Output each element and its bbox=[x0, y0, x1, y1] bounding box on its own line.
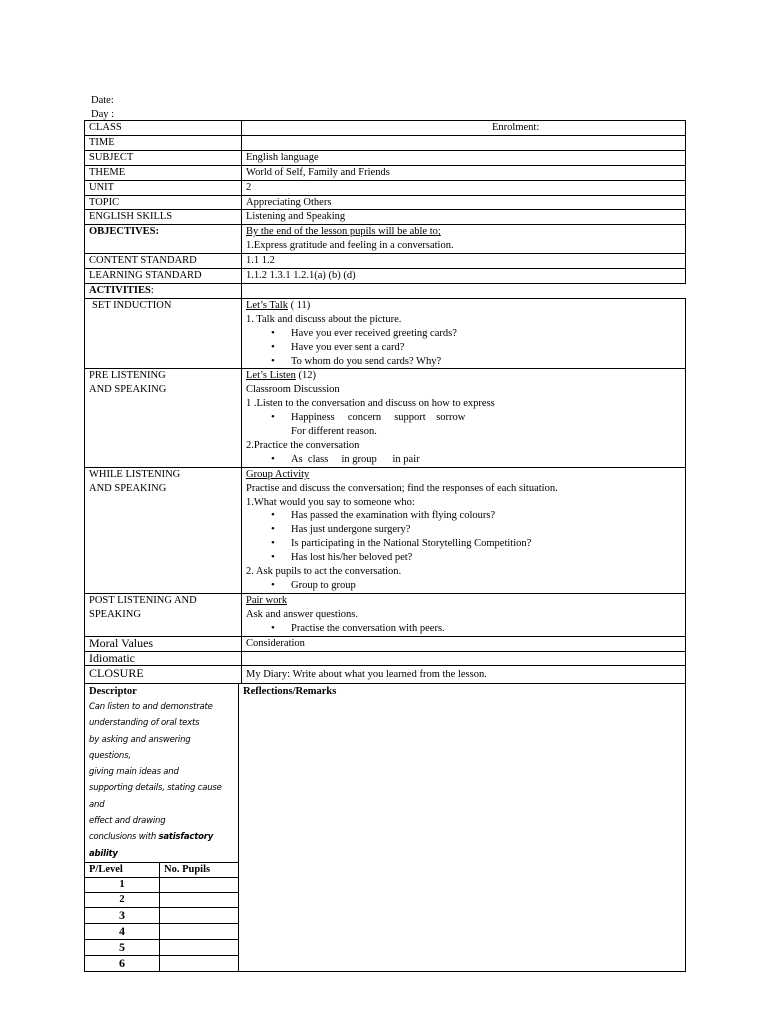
set-induction-content bbox=[242, 298, 686, 369]
content-standard-label: CONTENT STANDARD bbox=[85, 254, 242, 269]
table-row bbox=[85, 666, 686, 684]
while-listening-line-2: 1.What would you say to someone who: bbox=[246, 496, 415, 508]
table-row bbox=[85, 225, 686, 254]
set-induction-label: SET INDUCTION bbox=[85, 298, 242, 369]
table-row bbox=[85, 283, 686, 298]
level-cell: 6 bbox=[85, 955, 160, 971]
table-row bbox=[85, 269, 686, 284]
unit-label: UNIT bbox=[85, 180, 242, 195]
table-row bbox=[85, 165, 686, 180]
list-item: • Happiness concern support sorrow bbox=[291, 411, 681, 425]
table-row bbox=[85, 298, 686, 369]
level-cell: 5 bbox=[85, 939, 160, 955]
table-row bbox=[85, 254, 686, 269]
closure-value: My Diary: Write about what you learned from the lesson. bbox=[242, 666, 686, 684]
objectives-label: OBJECTIVES: bbox=[85, 225, 242, 254]
set-induction-line-1: 1. Talk and discuss about the picture. bbox=[246, 313, 402, 325]
level-cell: 2 bbox=[85, 892, 160, 907]
post-listening-heading: Pair work bbox=[246, 594, 288, 606]
while-listening-label: WHILE LISTENING AND SPEAKING bbox=[85, 467, 242, 593]
while-listening-line-3: 2. Ask pupils to act the conversation. bbox=[246, 566, 402, 578]
pupil-level-table bbox=[85, 862, 238, 971]
pre-listening-line-3: 2.Practice the conversation bbox=[246, 439, 360, 451]
learning-standard-label: LEARNING STANDARD bbox=[85, 269, 242, 284]
moral-values-label: Moral Values bbox=[85, 636, 242, 651]
moral-values-value: Consideration bbox=[242, 636, 686, 651]
pre-listening-bullet-cont: For different reason. bbox=[291, 426, 377, 438]
level-cell: 3 bbox=[85, 907, 160, 923]
table-row bbox=[85, 121, 686, 136]
table-row bbox=[85, 180, 686, 195]
table-row bbox=[85, 877, 238, 892]
pupils-header: No. Pupils bbox=[160, 862, 239, 877]
pupils-cell bbox=[160, 877, 239, 892]
table-row bbox=[85, 210, 686, 225]
pupils-cell bbox=[160, 955, 239, 971]
pupils-cell bbox=[160, 923, 239, 939]
descriptor-label: Descriptor bbox=[89, 686, 137, 697]
post-listening-label: POST LISTENING AND SPEAKING bbox=[85, 593, 242, 636]
while-listening-heading: Group Activity bbox=[246, 468, 310, 480]
skills-value: Listening and Speaking bbox=[242, 210, 686, 225]
closure-label: CLOSURE bbox=[85, 666, 242, 684]
class-label: CLASS bbox=[85, 121, 242, 136]
list-item: • Group to group bbox=[291, 579, 681, 593]
list-item: • Has just undergone surgery? bbox=[291, 523, 681, 537]
theme-label: THEME bbox=[85, 165, 242, 180]
post-listening-content bbox=[242, 593, 686, 636]
enrolment-label: Enrolment: bbox=[242, 121, 686, 136]
table-row bbox=[85, 369, 686, 467]
reflections-label: Reflections/Remarks bbox=[243, 686, 337, 697]
level-header: P/Level bbox=[85, 862, 160, 877]
assessment-table bbox=[84, 683, 686, 972]
skills-label: ENGLISH SKILLS bbox=[85, 210, 242, 225]
list-item: • Practise the conversation with peers. bbox=[291, 622, 681, 636]
level-cell: 1 bbox=[85, 877, 160, 892]
learning-standard-value: 1.1.2 1.3.1 1.2.1(a) (b) (d) bbox=[242, 269, 686, 284]
pupils-cell bbox=[160, 892, 239, 907]
descriptor-cell bbox=[85, 684, 239, 972]
pre-listening-line-1: Classroom Discussion bbox=[246, 384, 340, 396]
day-label: Day : bbox=[91, 109, 115, 120]
theme-value: World of Self, Family and Friends bbox=[242, 165, 686, 180]
idiomatic-value bbox=[242, 651, 686, 666]
while-listening-content bbox=[242, 467, 686, 593]
date-label: Date: bbox=[91, 95, 114, 106]
objectives-line-2: 1.Express gratitude and feeling in a conversation. bbox=[246, 240, 454, 252]
list-item: • Have you ever sent a card? bbox=[291, 341, 681, 355]
table-row bbox=[85, 135, 686, 150]
reflections-cell bbox=[239, 684, 686, 972]
list-item: • Is participating in the National Storytelling Competition? bbox=[291, 537, 681, 551]
topic-value: Appreciating Others bbox=[242, 195, 686, 210]
topic-label: TOPIC bbox=[85, 195, 242, 210]
time-label: TIME bbox=[85, 135, 242, 150]
list-item: • Has lost his/her beloved pet? bbox=[291, 551, 681, 565]
list-item: • As class in group in pair bbox=[291, 453, 681, 467]
time-value bbox=[242, 135, 686, 150]
pre-listening-line-2: 1 .Listen to the conversation and discuss on how to express bbox=[246, 398, 495, 410]
table-row bbox=[85, 593, 686, 636]
pre-listening-label: PRE LISTENING AND SPEAKING bbox=[85, 369, 242, 467]
pupils-cell bbox=[160, 939, 239, 955]
activities-spacer bbox=[242, 283, 686, 298]
objectives-line-1: By the end of the lesson pupils will be able to; bbox=[246, 226, 441, 238]
set-induction-heading: Let’s Talk ( 11) bbox=[246, 299, 311, 311]
list-item: • Have you ever received greeting cards? bbox=[291, 327, 681, 341]
table-row bbox=[85, 923, 238, 939]
table-row bbox=[85, 907, 238, 923]
table-row bbox=[85, 939, 238, 955]
descriptor-text: Can listen to and demonstrate understanding of oral texts by asking and answering questions, giving main ideas and supporting details, stating cause and effect and drawing conclusions with satisfactory ability bbox=[89, 702, 222, 859]
while-listening-line-1: Practise and discuss the conversation; find the responses of each situation. bbox=[246, 482, 558, 494]
table-row bbox=[85, 467, 686, 593]
table-row bbox=[85, 955, 238, 971]
table-row bbox=[85, 636, 686, 651]
list-item: • To whom do you send cards? Why? bbox=[291, 355, 681, 369]
objectives-value bbox=[242, 225, 686, 254]
level-cell: 4 bbox=[85, 923, 160, 939]
pre-listening-heading: Let’s Listen (12) bbox=[246, 370, 316, 382]
idiomatic-label: Idiomatic bbox=[85, 651, 242, 666]
content-standard-value: 1.1 1.2 bbox=[242, 254, 686, 269]
subject-value: English language bbox=[242, 150, 686, 165]
table-row bbox=[85, 195, 686, 210]
list-item: • Has passed the examination with flying colours? bbox=[291, 509, 681, 523]
table-row bbox=[85, 892, 238, 907]
table-row bbox=[85, 651, 686, 666]
lesson-plan-table bbox=[84, 120, 686, 684]
activities-label: ACTIVITIES: bbox=[85, 283, 242, 298]
post-listening-line-1: Ask and answer questions. bbox=[246, 608, 358, 620]
pre-listening-content bbox=[242, 369, 686, 467]
table-row bbox=[85, 150, 686, 165]
subject-label: SUBJECT bbox=[85, 150, 242, 165]
pupils-cell bbox=[160, 907, 239, 923]
unit-value: 2 bbox=[242, 180, 686, 195]
